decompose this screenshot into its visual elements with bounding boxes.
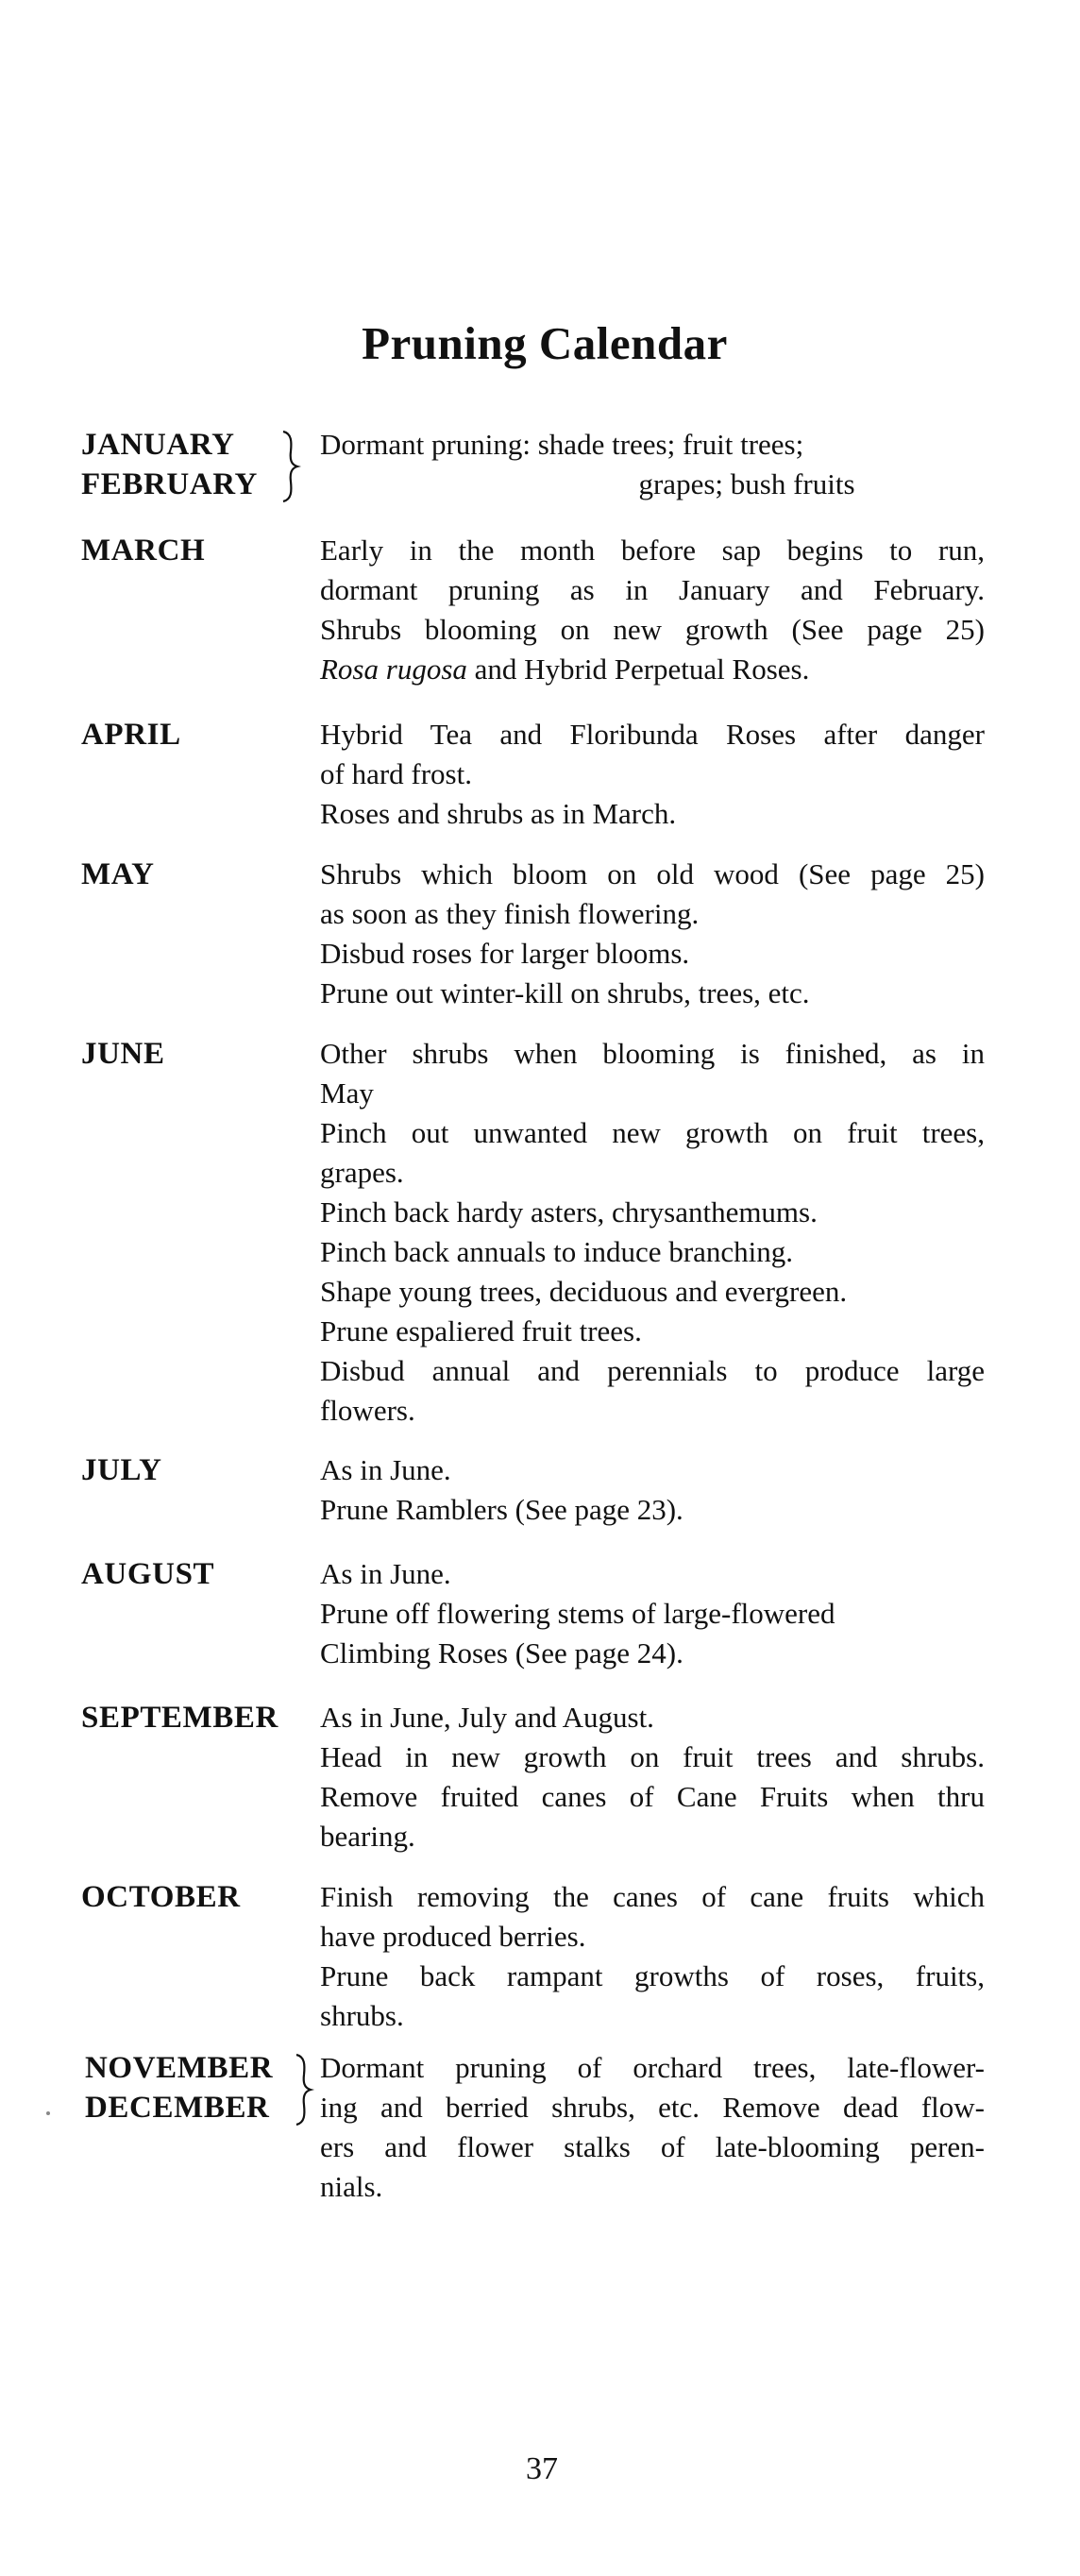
entry-line: Shape young trees, deciduous and evergreen.: [320, 1275, 848, 1308]
entry-line: Prune back rampant growths of roses, fruits,: [320, 1959, 985, 1992]
entry-description: [320, 1554, 985, 1673]
month-labels: [81, 1554, 308, 1594]
entry-line: May: [320, 1076, 374, 1110]
month-label-october: OCTOBER: [81, 1880, 241, 1914]
month-label-july: JULY: [81, 1453, 162, 1487]
month-label-april: APRIL: [81, 718, 181, 752]
entry-line: Early in the month before sap begins to run,: [320, 534, 985, 567]
month-labels: [81, 425, 308, 504]
entry-line: shrubs.: [320, 1999, 404, 2032]
entry-line: Head in new growth on fruit trees and shrubs.: [320, 1740, 985, 1773]
entry-line: have produced berries.: [320, 1920, 586, 1953]
month-label-december: DECEMBER: [85, 2091, 270, 2125]
entry-description: [320, 2048, 985, 2207]
entry-description: [320, 855, 985, 1013]
entry-line: Shrubs which bloom on old wood (See page 25): [320, 857, 985, 890]
entry-line: ing and berried shrubs, etc. Remove dead flow-: [320, 2091, 985, 2124]
entry-description: [320, 531, 985, 689]
entry-line: Hybrid Tea and Floribunda Roses after danger: [320, 718, 985, 751]
entry-line: grapes.: [320, 1156, 404, 1189]
page-number: 37: [526, 2451, 558, 2486]
month-labels: [81, 1034, 308, 1074]
entry-line: Shrubs blooming on new growth (See page 25): [320, 613, 985, 646]
month-labels: [81, 531, 308, 570]
month-label-august: AUGUST: [81, 1557, 215, 1591]
entry-line: As in June, July and August.: [320, 1701, 654, 1734]
entry-line: Climbing Roses (See page 24).: [320, 1636, 683, 1669]
entry-line: bearing.: [320, 1820, 415, 1853]
entry-line: grapes; bush fruits: [638, 467, 855, 500]
entry-line: ers and flower stalks of late-blooming peren-: [320, 2130, 985, 2163]
entry-line: Finish removing the canes of cane fruits which: [320, 1880, 985, 1913]
entry-line: as soon as they finish flowering.: [320, 897, 700, 930]
entry-line: Roses and shrubs as in March.: [320, 797, 677, 830]
month-labels: [81, 1698, 308, 1737]
entry-description: [320, 425, 985, 504]
entry-line: As in June.: [320, 1453, 451, 1486]
entry-line: dormant pruning as in January and February.: [320, 573, 985, 606]
entry-line: Other shrubs when blooming is finished, as in: [320, 1037, 985, 1070]
entry-line: [320, 650, 985, 689]
entry-line: Prune espaliered fruit trees.: [320, 1314, 642, 1347]
entry-line: Remove fruited canes of Cane Fruits when thru: [320, 1780, 985, 1813]
month-label-march: MARCH: [81, 534, 206, 568]
month-labels: [81, 1877, 308, 1917]
brace-icon: [293, 2052, 315, 2127]
entry-description: [320, 1877, 985, 2036]
entry-line: Prune off flowering stems of large-flowered: [320, 1597, 835, 1630]
entry-line: Prune out winter-kill on shrubs, trees, etc.: [320, 976, 810, 1009]
entry-line: Prune Ramblers (See page 23).: [320, 1493, 683, 1526]
entry-line: Dormant pruning: shade trees; fruit trees;: [320, 428, 804, 461]
entry-line: Disbud roses for larger blooms.: [320, 937, 690, 970]
paper-speck: [46, 2111, 50, 2115]
month-label-february: FEBRUARY: [81, 467, 258, 501]
month-label-november: NOVEMBER: [85, 2051, 274, 2085]
entry-description: [320, 1034, 985, 1431]
month-labels: [85, 2048, 312, 2127]
entry-line: As in June.: [320, 1557, 451, 1590]
month-label-june: JUNE: [81, 1037, 165, 1071]
entry-description: [320, 715, 985, 834]
entry-line-italic: Rosa rugosa: [320, 652, 467, 686]
month-label-september: SEPTEMBER: [81, 1701, 278, 1735]
entry-line: Pinch back annuals to induce branching.: [320, 1235, 794, 1268]
brace-icon: [279, 429, 302, 504]
entry-description: [320, 1698, 985, 1856]
month-labels: [81, 1450, 308, 1490]
entry-line-rest: and Hybrid Perpetual Roses.: [474, 652, 810, 686]
entry-line: Dormant pruning of orchard trees, late-flower-: [320, 2051, 985, 2084]
entry-line: Disbud annual and perennials to produce large: [320, 1354, 985, 1387]
month-label-january: JANUARY: [81, 428, 235, 462]
entry-line: nials.: [320, 2170, 383, 2203]
month-labels: [81, 715, 308, 754]
page-title: Pruning Calendar: [362, 317, 728, 369]
entry-description: [320, 1450, 985, 1530]
entry-line: of hard frost.: [320, 757, 472, 790]
month-label-may: MAY: [81, 857, 155, 891]
entry-line: Pinch out unwanted new growth on fruit trees,: [320, 1116, 985, 1149]
entry-line: flowers.: [320, 1394, 415, 1427]
entry-line: Pinch back hardy asters, chrysanthemums.: [320, 1195, 818, 1229]
month-labels: [81, 855, 308, 894]
